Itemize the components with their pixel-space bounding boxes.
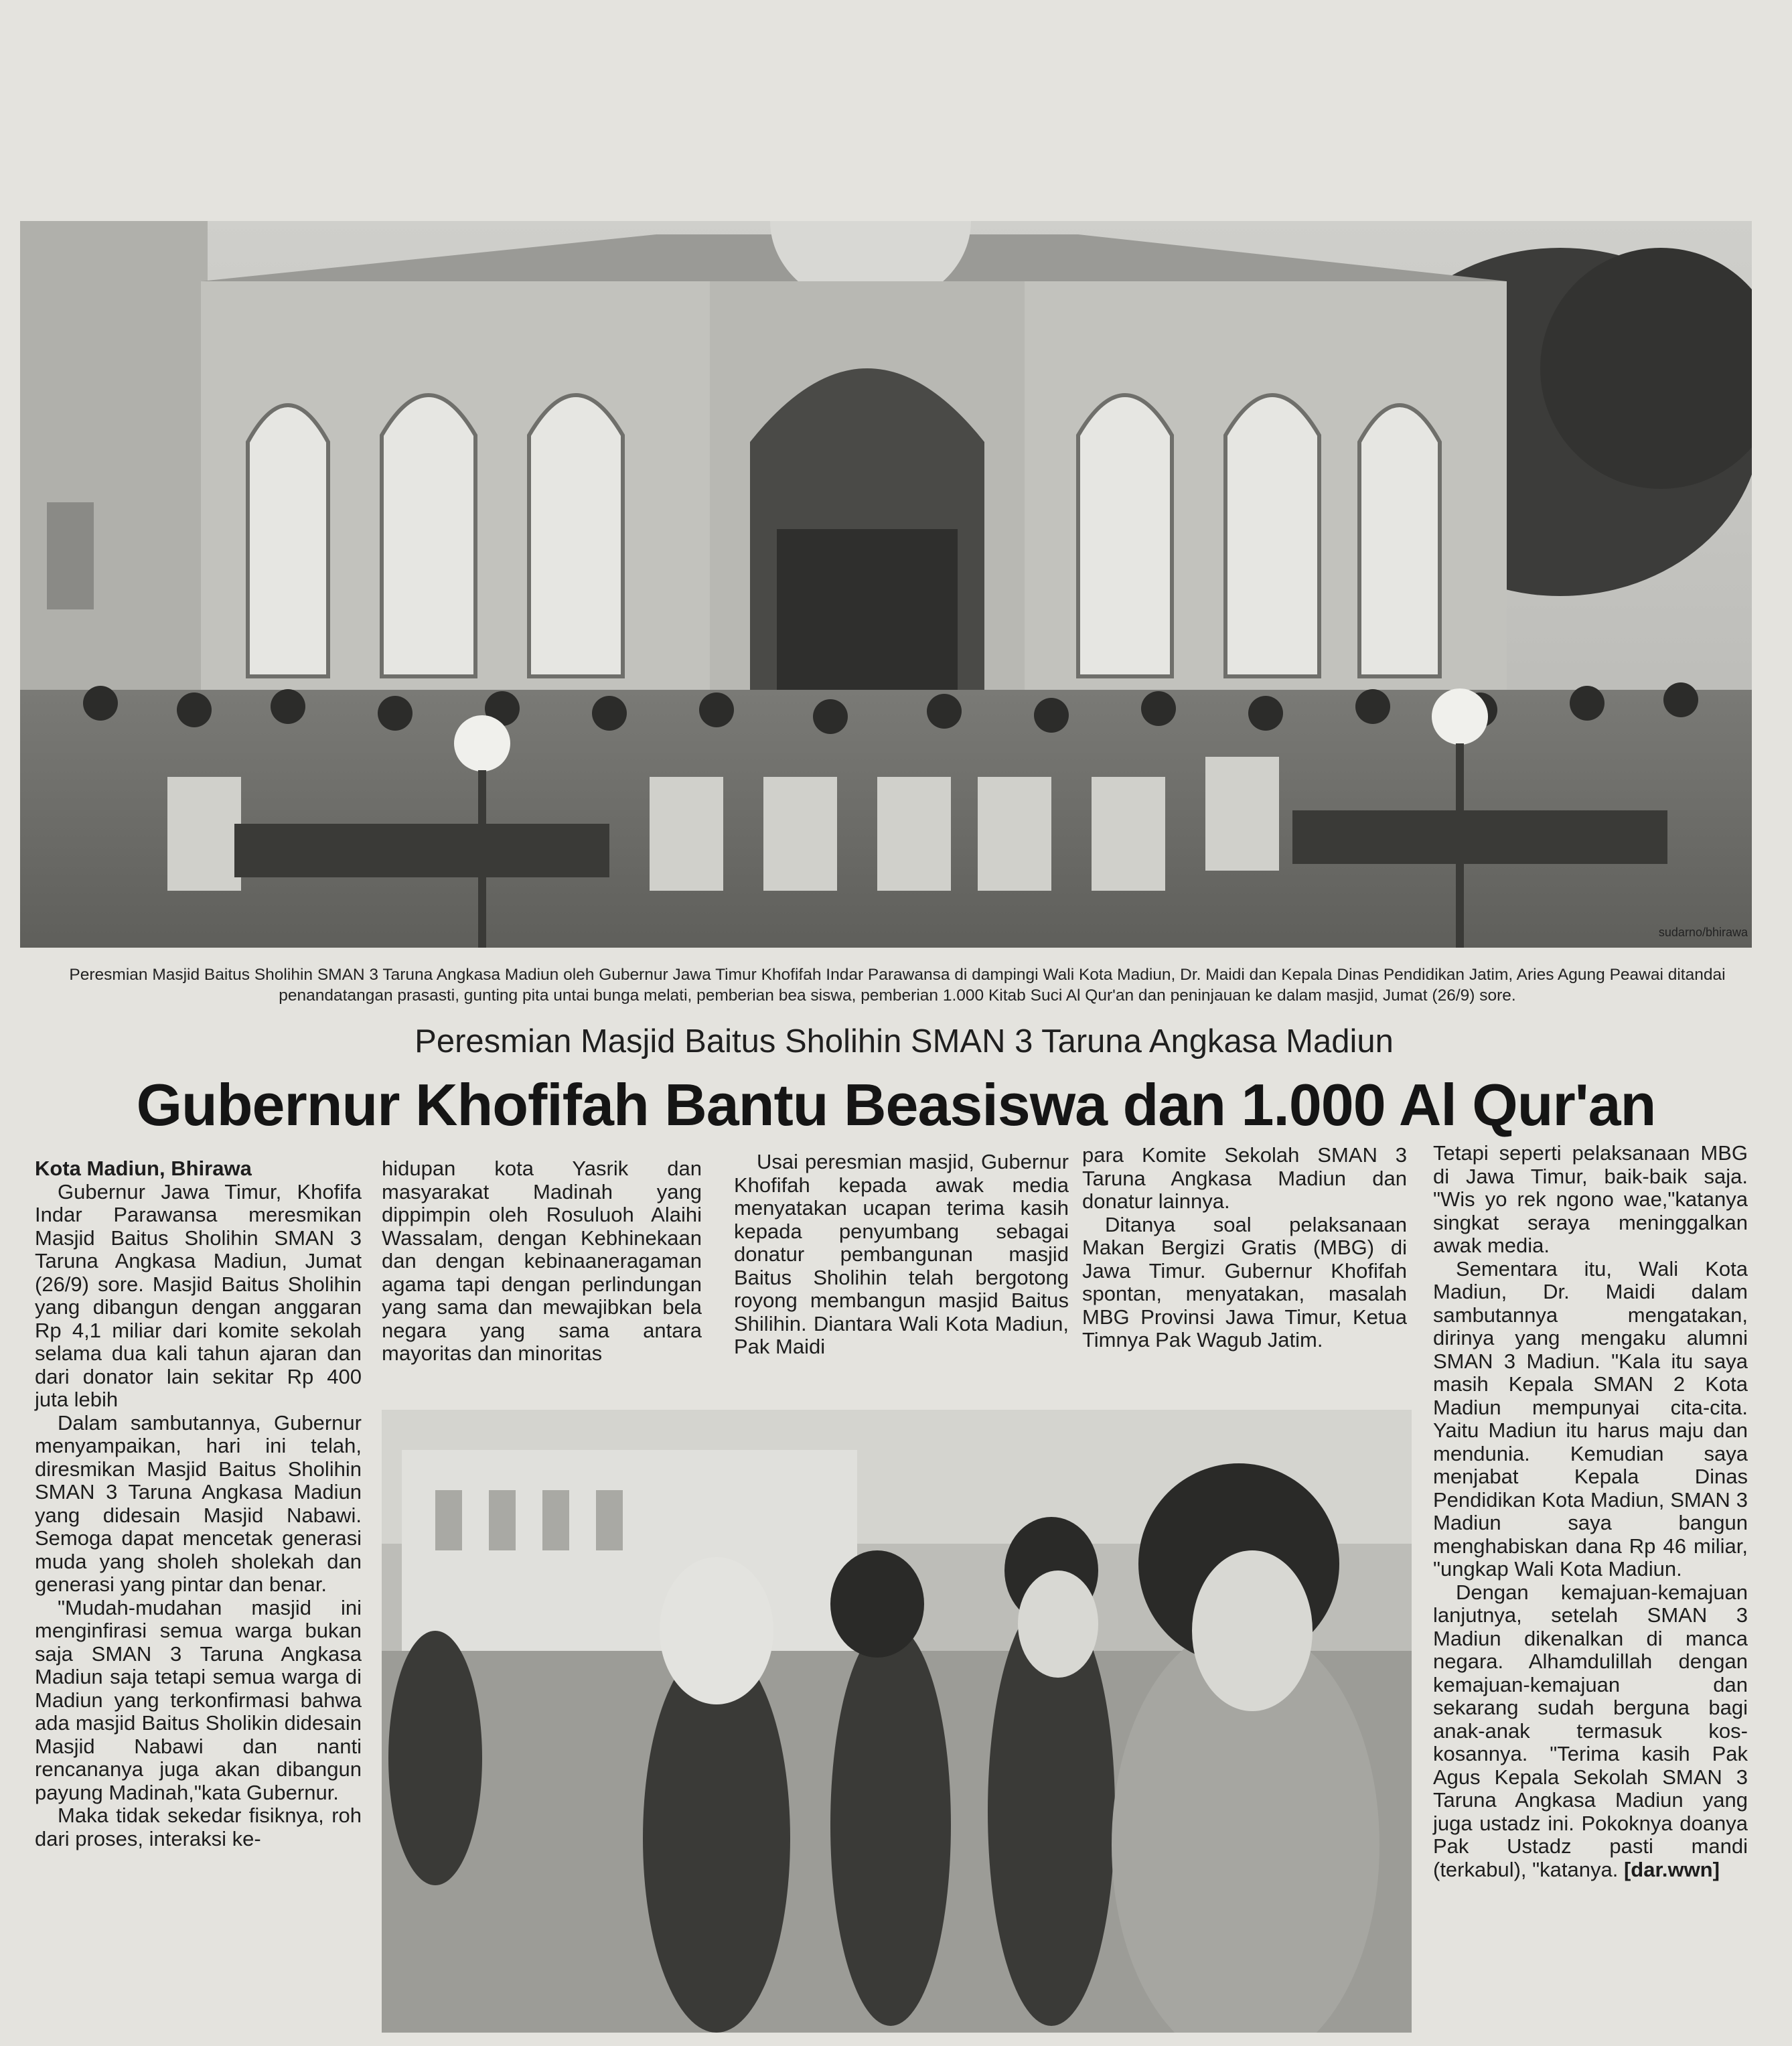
paragraph: Gubernur Jawa Timur, Khofifa Indar Parawansa meresmikan Masjid Baitus Sholihin SMAN 3 Taruna Angkasa Madiun, Jumat (26/9) sore. Masjid Baitus Sholihin yang dibangun dengan anggaran Rp 4,1 miliar dari komite sekolah selama dua kali tahun ajaran dan dari donator lain sekitar Rp 400 juta lebih [35,1179,362,1411]
article-headline: Gubernur Khofifah Bantu Beasiswa dan 1.000 Al Qur'an [136,1072,1656,1138]
photo-caption: Peresmian Masjid Baitus Sholihin SMAN 3 Taruna Angkasa Madiun oleh Gubernur Jawa Timur Khofifah Indar Parawansa di dampingi Wali Kota Madiun, Dr. Maidi dan Kepala Dinas Pendidikan Jatim, Aries Agung Peawai ditandai penandatangan prasasti, gunting pita untai bunga melati, pemberian bea siswa, pemberian 1.000 Kitab Suci Al Qur'an dan peninjauan ke dalam masjid, Jumat (26/9) sore. [69,966,1726,1005]
paragraph [1433,1581,1748,1882]
mosque-ceremony-photo [20,221,1752,948]
paragraph: para Komite Sekolah SMAN 3 Taruna Angkasa Madiun dan donatur lainnya. [1082,1143,1407,1213]
paragraph: "Mudah-mudahan masjid ini menginfirasi semua warga bukan saja SMAN 3 Taruna Angkasa Madiun saja tetapi semua warga di Madiun yang terkonfirmasi bahwa ada masjid Baitus Sholikin didesain Masjid Nabawi dan nanti rencananya juga akan dibangun payung Madinah,"kata Gubernur. [35,1595,362,1804]
article-column-2 [382,1157,702,1366]
paragraph: Ditanya soal pelaksanaan Makan Bergizi Gratis (MBG) di Jawa Timur. Gubernur Khofifah spontan, menyatakan, masalah MBG Provinsi Jawa Timur, Ketua Timnya Pak Wagub Jatim. [1082,1212,1407,1351]
paragraph: Tetapi seperti pelaksanaan MBG di Jawa Timur, baik-baik saja. "Wis yo rek ngono wae,"katanya singkat seraya meninggalkan awak media. [1433,1141,1748,1257]
paragraph-text: Dengan kemajuan-kemajuan lanjutnya, setelah SMAN 3 Madiun dikenalkan di manca negara. Alhamdulillah dengan kemajuan-kemajuan dan sekarang sudah berguna bagi anak-anak termasuk kos-kosannya. "Terima kasih Pak Agus Kepala Sekolah SMAN 3 Taruna Angkasa Madiun yang juga ustadz ini. Pokoknya doanya Pak Ustadz pasti mandi (terkabul), "katanya. [1433,1580,1748,1881]
paragraph: Dalam sambutannya, Gubernur menyampaikan, hari ini telah, diresmikan Masjid Baitus Sholihin SMAN 3 Taruna Angkasa Madiun yang didesain Masjid Nabawi. Semoga dapat mencetak generasi muda yang sholeh sholekah dan generasi yang pintar dan benar. [35,1410,362,1596]
author-signoff: [dar.wwn] [1623,1857,1720,1881]
scholarship-handover-photo [382,1410,1412,2033]
article-column-4 [1082,1144,1407,1352]
dateline: Kota Madiun, Bhirawa [35,1157,252,1180]
paragraph: Maka tidak sekedar fisiknya, roh dari proses, interaksi ke- [35,1804,362,1850]
article-column-1 [35,1157,362,1850]
photo-credit: sudarno/bhirawa [1658,926,1748,939]
article-column-5 [1433,1142,1748,1881]
article-kicker: Peresmian Masjid Baitus Sholihin SMAN 3 Taruna Angkasa Madiun [415,1023,1394,1059]
paragraph: Usai peresmian masjid, Gubernur Khofifah kepada awak media menyatakan ucapan terima kasih kepada penyumbang sebagai donatur pembangunan masjid Baitus Sholihin telah bergotong royong membangun masjid Baitus Shilihin. Diantara Wali Kota Madiun, Pak Maidi [734,1150,1069,1358]
paragraph: hidupan kota Yasrik dan masyarakat Madinah yang dippimpin oleh Rosuluoh Alaihi Wassalam, dengan Kebhinekaan dan dengan kebinaaneragaman agama tapi dengan perlindungan yang sama dan mewajibkan bela negara yang sama antara mayoritas dan minoritas [382,1157,702,1365]
paragraph: Sementara itu, Wali Kota Madiun, Dr. Maidi dalam sambutannya mengatakan, dirinya yang mengaku alumni SMAN 3 Madiun. "Kala itu saya masih Kepala SMAN 2 Kota Madiun mempunyai cita-cita. Yaitu Madiun itu harus maju dan mendunia. Kemudian saya menjabat Kepala Dinas Pendidikan Kota Madiun, SMAN 3 Madiun saya bangun menghabiskan dana Rp 46 miliar, "ungkap Wali Kota Madiun. [1433,1256,1748,1581]
article-column-3 [734,1151,1069,1359]
